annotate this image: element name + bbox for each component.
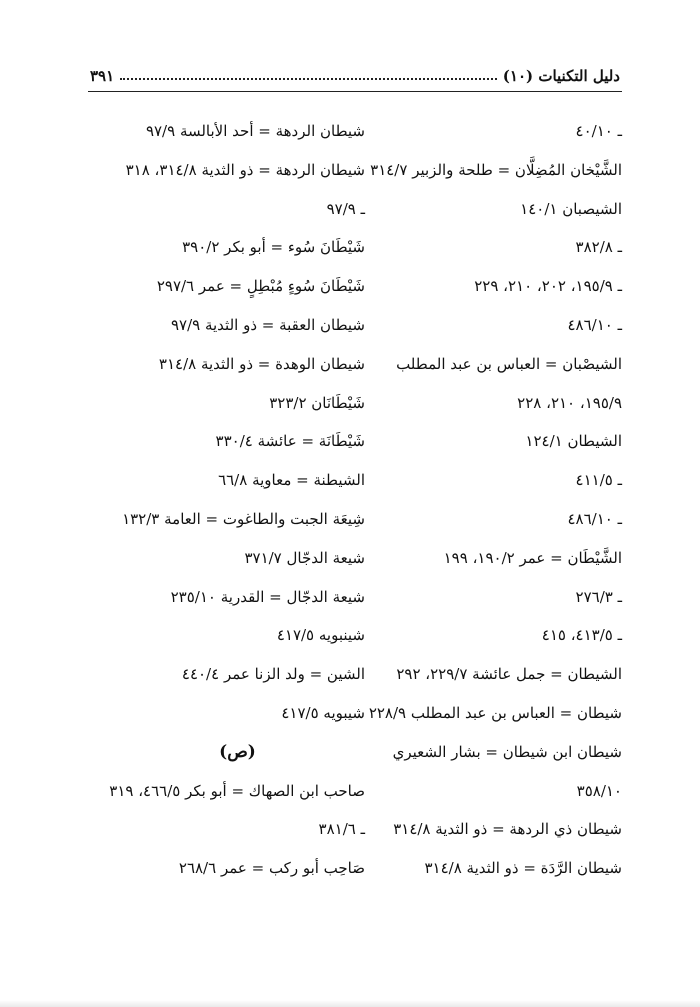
index-entry: شينبويه ٤١٧/٥ [276, 626, 365, 645]
index-entry: ـ ٢٧٦/٣ [575, 587, 622, 606]
index-entry: الشيصبان ١٤٠/١ [520, 199, 622, 218]
index-column-left [110, 112, 365, 888]
index-entry: ـ ٩٧/٩ [326, 199, 365, 218]
index-entry: شيعة الدجّال ٣٧١/٧ [244, 548, 365, 567]
index-entry: شيطان العقبة = ذو الثدية ٩٧/٩ [170, 315, 365, 334]
index-entry: شيطان الردهة = ذو الثدية ٣١٤/٨، ٣١٨ [125, 160, 365, 179]
index-entry: شَيْطَانَة = عائشة ٣٣٠/٤ [215, 432, 365, 451]
header-title: دليل التكنيات (١٠) [502, 67, 620, 85]
index-entry: الشيصْبان = العباس بن عبد المطلب [396, 354, 622, 373]
index-entry: الشين = ولد الزنا عمر ٤٤٠/٤ [181, 665, 365, 684]
index-entry: صَاحِب أبو ركب = عمر ٢٦٨/٦ [178, 859, 365, 878]
page-bottom-edge [0, 1000, 700, 1007]
index-entry: ـ ٣٨١/٦ [318, 820, 365, 839]
index-entry: ـ ١٩٥/٩، ٢٠٢، ٢١٠، ٢٢٩ [474, 277, 622, 296]
index-entry: ـ ٤١٣/٥، ٤١٥ [541, 626, 622, 645]
index-entry: شيبويه ٤١٧/٥ [281, 703, 365, 722]
index-entry: شيطان الرَّدَة = ذو الثدية ٣١٤/٨ [424, 859, 622, 878]
index-entry: شِيعَة الجبت والطاغوت = العامة ١٣٢/٣ [122, 509, 365, 528]
index-entry: ـ ٤٨٦/١٠ [567, 509, 622, 528]
index-column-right [360, 112, 622, 888]
index-entry: ٣٥٨/١٠ [576, 781, 622, 800]
index-entry: شيطان الوهدة = ذو الثدية ٣١٤/٨ [158, 354, 365, 373]
index-entry: الشَّيْطَان = عمر ١٩٠/٢، ١٩٩ [443, 548, 622, 567]
index-entry: ـ ٤١١/٥ [575, 471, 622, 490]
index-entry: شيطان = العباس بن عبد المطلب ٢٢٨/٩ [368, 703, 622, 722]
index-entry: ١٩٥/٩، ٢١٠، ٢٢٨ [517, 393, 622, 412]
index-entry: الشيطنة = معاوية ٦٦/٨ [218, 471, 365, 490]
index-entry: شَيْطَانَ سُوء = أبو بكر ٣٩٠/٢ [182, 238, 365, 257]
section-letter-heading: (ص) [219, 741, 256, 762]
index-entry: شيطان ذي الردهة = ذو الثدية ٣١٤/٨ [393, 820, 622, 839]
index-entry: الشَّيْخان المُضِلَّان = طلحة والزبير ٣١٤/٧ [370, 160, 622, 179]
index-entry: الشيطان = جمل عائشة ٢٢٩/٧، ٢٩٢ [396, 665, 622, 684]
index-entry: شيعة الدجّال = القدرية ٢٣٥/١٠ [170, 587, 365, 606]
index-entry: شيطان ابن شيطان = بشار الشعيري [392, 742, 622, 761]
header-dot-leader [120, 68, 497, 80]
index-entry: ـ ٣٨٢/٨ [575, 238, 622, 257]
index-entry: شَيْطَانَان ٣٢٣/٢ [269, 393, 365, 412]
index-entry: الشيطان ١٢٤/١ [525, 432, 622, 451]
index-entry: شَيْطَانَ سُوءٍ مُبْطِلٍ = عمر ٢٩٧/٦ [156, 277, 365, 296]
page-number: ٣٩١ [90, 67, 115, 85]
header-rule [88, 91, 622, 92]
index-entry: شيطان الردهة = أحد الأبالسة ٩٧/٩ [145, 122, 365, 140]
index-entry: ـ ٤٠/١٠ [575, 122, 622, 140]
index-entry: صاحب ابن الصهاك = أبو بكر ٤٦٦/٥، ٣١٩ [109, 781, 365, 800]
running-header [90, 64, 620, 88]
index-entry: ـ ٤٨٦/١٠ [567, 315, 622, 334]
